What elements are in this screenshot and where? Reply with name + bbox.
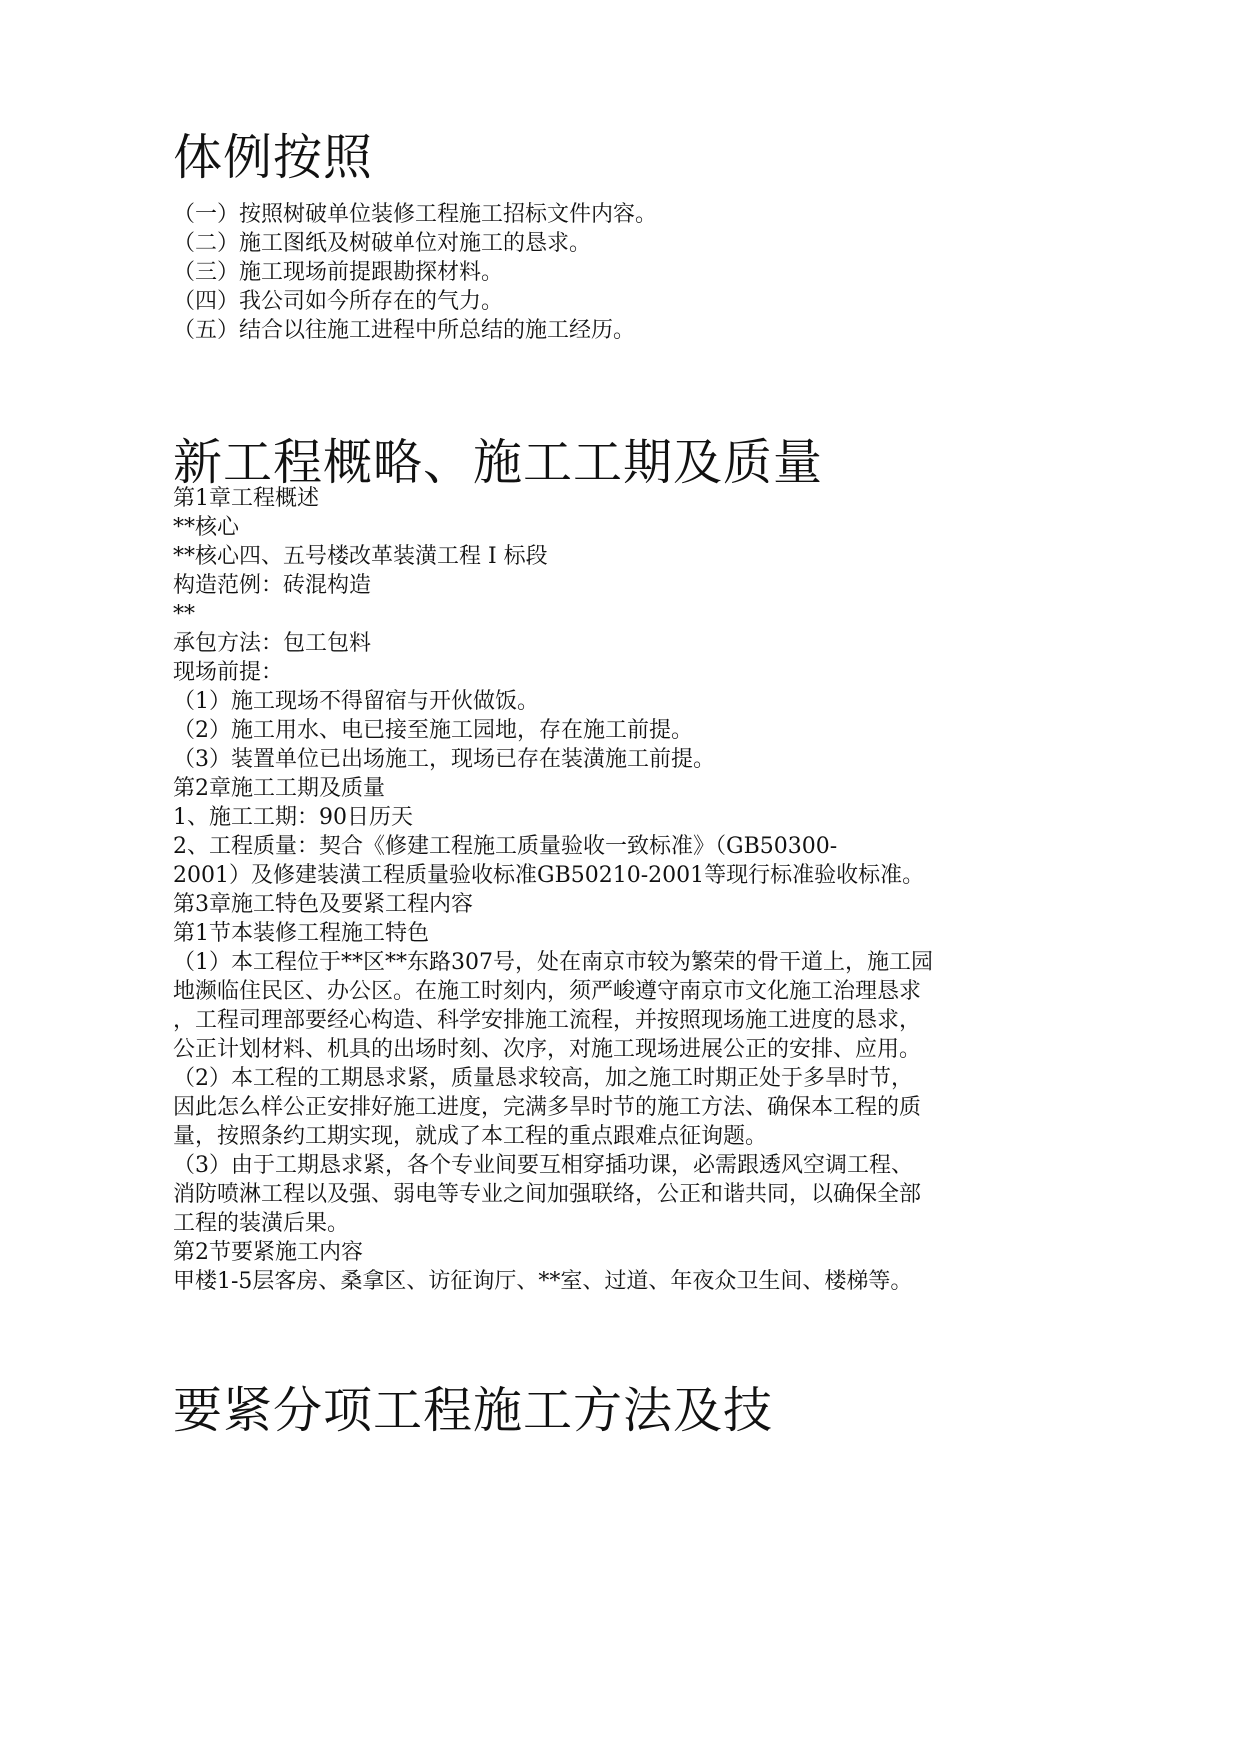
body-line: **核心 [173,515,240,540]
body-line: （3）装置单位已出场施工，现场已存在装潢施工前提。 [173,747,715,772]
body-line: 第1节本装修工程施工特色 [173,921,429,946]
overview-body [173,484,935,1296]
basis-item: （五）结合以往施工进程中所总结的施工经历。 [173,318,636,343]
body-line: 工程的装潢后果。 [173,1211,350,1236]
body-line: （2）本工程的工期恳求紧，质量恳求较高，加之施工时期正处于多旱时节， [173,1066,913,1091]
body-line: 因此怎么样公正安排好施工进度，完满多旱时节的施工方法、确保本工程的质 [173,1095,922,1120]
body-line: （2）施工用水、电已接至施工园地，存在施工前提。 [173,718,693,743]
body-line: 第2章施工工期及质量 [173,776,385,801]
body-line: **核心四、五号楼改革装潢工程 I 标段 [173,544,548,569]
body-line: 第1章工程概述 [173,486,319,511]
basis-item: （四）我公司如今所存在的气力。 [173,289,504,314]
body-line: 1、施工工期：90日历天 [173,805,413,830]
body-line: 第2节要紧施工内容 [173,1240,363,1265]
body-line: 甲楼1-5层客房、桑拿区、访征询厅、**室、过道、年夜众卫生间、楼梯等。 [173,1269,913,1294]
body-line: （1）施工现场不得留宿与开伙做饭。 [173,689,539,714]
body-line: ，工程司理部要经心构造、科学安排施工流程，并按照现场施工进度的恳求， [173,1008,922,1033]
body-line: 2、工程质量：契合《修建工程施工质量验收一致标准》（GB50300- [173,834,838,859]
body-line: 构造范例：砖混构造 [173,573,372,598]
section-heading-basis: 体例按照 [173,129,374,186]
body-line: 公正计划材料、机具的出场时刻、次序，对施工现场进展公正的安排、应用。 [173,1037,922,1062]
body-line: 量，按照条约工期实现，就成了本工程的重点跟难点征询题。 [173,1124,768,1149]
body-line: 承包方法：包工包料 [173,631,372,656]
body-line: 第3章施工特色及要紧工程内容 [173,892,473,917]
basis-item: （三）施工现场前提跟勘探材料。 [173,260,504,285]
body-line: 现场前提： [173,660,284,685]
body-line: 2001）及修建装潢工程质量验收标准GB50210-2001等现行标准验收标准。 [173,863,925,888]
body-line: （3）由于工期恳求紧，各个专业间要互相穿插功课，必需跟透风空调工程、 [173,1153,913,1178]
body-line: ** [173,602,195,627]
basis-item: （二）施工图纸及树破单位对施工的恳求。 [173,231,592,256]
basis-list [173,200,935,345]
basis-item: （一）按照树破单位装修工程施工招标文件内容。 [173,202,658,227]
body-line: 消防喷淋工程以及强、弱电等专业之间加强联络，公正和谐共同，以确保全部 [173,1182,922,1207]
section-heading-methods: 要紧分项工程施工方法及技 [173,1382,774,1439]
section-heading-overview: 新工程概略、施工工期及质量 [173,434,824,491]
body-line: （1）本工程位于**区**东路307号，处在南京市较为繁荣的骨干道上，施工园 [173,950,933,975]
body-line: 地濒临住民区、办公区。在施工时刻内，须严峻遵守南京市文化施工治理恳求 [173,979,922,1004]
